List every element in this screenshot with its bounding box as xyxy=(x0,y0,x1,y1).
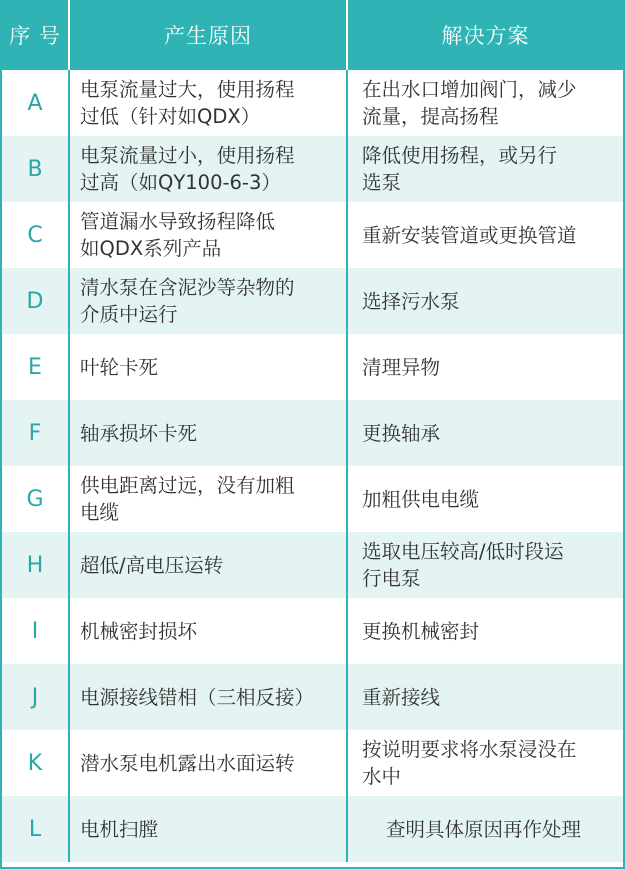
row-cause: 电泵流量过大，使用扬程 过低（针对如QDX） xyxy=(70,70,348,136)
row-solution: 重新安装管道或更换管道 xyxy=(362,223,577,247)
row-solution: 降低使用扬程，或另行 选泵 xyxy=(362,144,558,194)
row-solution: 更换机械密封 xyxy=(362,619,480,643)
row-index: E xyxy=(2,334,70,400)
row-solution: 清理异物 xyxy=(362,355,441,379)
row-index: B xyxy=(2,136,70,202)
row-index: J xyxy=(2,664,70,730)
header-cause: 产生原因 xyxy=(70,0,348,70)
header-index: 序 号 xyxy=(2,0,70,70)
row-cause: 叶轮卡死 xyxy=(70,334,348,400)
table-row xyxy=(2,136,623,202)
row-solution: 选择污水泵 xyxy=(362,289,460,313)
table-row xyxy=(2,70,623,136)
row-cause: 电源接线错相（三相反接） xyxy=(70,664,348,730)
row-index: D xyxy=(2,268,70,334)
table-row xyxy=(2,202,623,268)
row-solution: 加粗供电电缆 xyxy=(362,487,480,511)
row-index: A xyxy=(2,70,70,136)
row-solution: 按说明要求将水泵浸没在 水中 xyxy=(362,738,577,788)
header-solution: 解决方案 xyxy=(441,24,530,48)
row-solution: 更换轴承 xyxy=(362,421,441,445)
row-index: K xyxy=(2,730,70,796)
table-row xyxy=(2,268,623,334)
row-index: H xyxy=(2,532,70,598)
row-cause: 电泵流量过小，使用扬程 过高（如QY100-6-3） xyxy=(70,136,348,202)
row-cause: 供电距离过远，没有加粗 电缆 xyxy=(70,466,348,532)
row-solution: 查明具体原因再作处理 xyxy=(385,817,581,841)
table-row xyxy=(2,664,623,730)
row-cause: 管道漏水导致扬程降低 如QDX系列产品 xyxy=(70,202,348,268)
row-cause: 机械密封损坏 xyxy=(70,598,348,664)
table-row xyxy=(2,466,623,532)
row-cause: 电机扫膛 xyxy=(70,796,348,862)
row-index: F xyxy=(2,400,70,466)
row-index: I xyxy=(2,598,70,664)
table-row xyxy=(2,730,623,796)
row-cause: 轴承损坏卡死 xyxy=(70,400,348,466)
row-cause: 超低/高电压运转 xyxy=(70,532,348,598)
table-row xyxy=(2,796,623,862)
row-solution: 选取电压较高/低时段运 行电泵 xyxy=(362,540,564,590)
row-index: G xyxy=(2,466,70,532)
table-row xyxy=(2,334,623,400)
table-row xyxy=(2,400,623,466)
table-header xyxy=(2,0,623,70)
row-cause: 潜水泵电机露出水面运转 xyxy=(70,730,348,796)
row-cause: 清水泵在含泥沙等杂物的 介质中运行 xyxy=(70,268,348,334)
row-solution: 重新接线 xyxy=(362,685,441,709)
table-row xyxy=(2,598,623,664)
row-index: C xyxy=(2,202,70,268)
table-row xyxy=(2,532,623,598)
row-index: L xyxy=(2,796,70,862)
row-solution: 在出水口增加阀门，减少 流量，提高扬程 xyxy=(362,78,577,128)
